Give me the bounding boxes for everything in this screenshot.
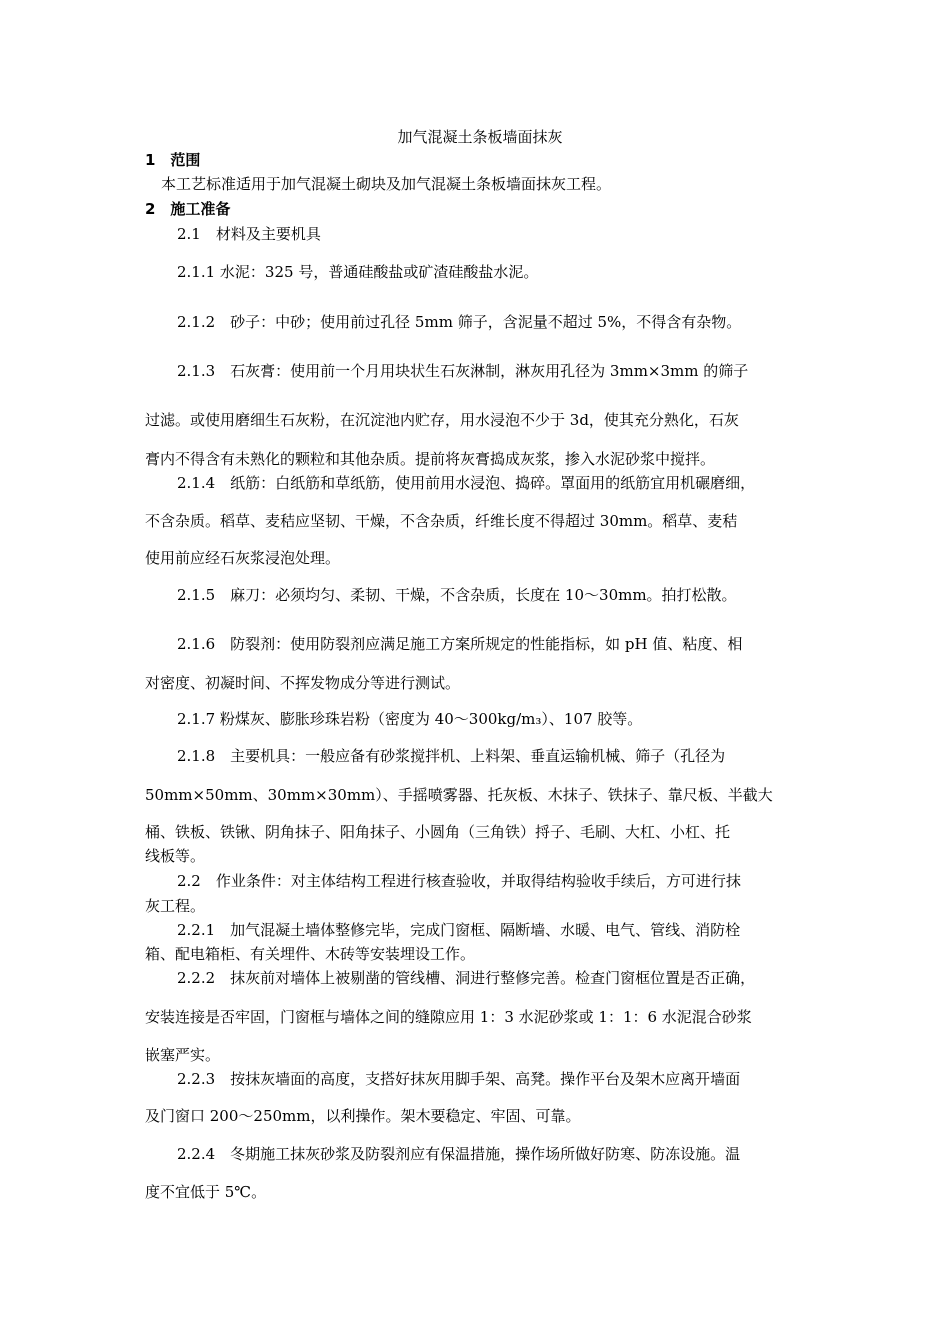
para-2-2-line1: 2.2 作业条件：对主体结构工程进行核查验收，并取得结构验收手续后，方可进行抹 — [177, 872, 741, 890]
para-2-1-7: 2.1.7 粉煤灰、膨胀珍珠岩粉（密度为 40～300kg/m₃）、107 胶等。 — [177, 710, 643, 728]
para-2-2-1-line1: 2.2.1 加气混凝土墙体整修完毕，完成门窗框、隔断墙、水暖、电气、管线、消防栓 — [177, 921, 741, 939]
para-2-1-5: 2.1.5 麻刀：必须均匀、柔韧、干燥，不含杂质，长度在 10～30mm。拍打松散。 — [177, 586, 737, 604]
para-2-1-4-line3: 使用前应经石灰浆浸泡处理。 — [145, 549, 341, 567]
para-2-2-1-line2: 箱、配电箱柜、有关埋件、木砖等安装埋设工作。 — [145, 945, 476, 963]
para-2-2-4-line2: 度不宜低于 5℃。 — [145, 1183, 267, 1201]
para-2-1-4-line2: 不含杂质。稻草、麦秸应坚韧、干燥，不含杂质，纤维长度不得超过 30mm。稻草、麦秸 — [145, 512, 738, 530]
para-2-1-3-line2: 过滤。或使用磨细生石灰粉，在沉淀池内贮存，用水浸泡不少于 3d，使其充分熟化，石灰 — [145, 411, 739, 429]
para-2-2-3-line2: 及门窗口 200～250mm，以利操作。架木要稳定、牢固、可靠。 — [145, 1107, 581, 1125]
section-1-body: 本工艺标准适用于加气混凝土砌块及加气混凝土条板墙面抹灰工程。 — [161, 175, 612, 193]
document-title: 加气混凝土条板墙面抹灰 — [397, 128, 563, 146]
para-2-1: 2.1 材料及主要机具 — [177, 225, 321, 243]
para-2-1-8-line3: 桶、铁板、铁锹、阴角抹子、阳角抹子、小圆角（三角铁）捋子、毛刷、大杠、小杠、托 — [145, 823, 731, 841]
para-2-1-8-line2: 50mm×50mm、30mm×30mm）、手摇喷雾器、托灰板、木抹子、铁抹子、靠尺板、半截大 — [145, 786, 773, 804]
para-2-1-4-line1: 2.1.4 纸筋：白纸筋和草纸筋，使用前用水浸泡、捣碎。罩面用的纸筋宜用机碾磨细， — [177, 474, 756, 492]
para-2-1-3-line3: 膏内不得含有未熟化的颗粒和其他杂质。提前将灰膏捣成灰浆，掺入水泥砂浆中搅拌。 — [145, 450, 716, 468]
section-2-heading: 2 施工准备 — [145, 200, 231, 218]
para-2-1-6-line2: 对密度、初凝时间、不挥发物成分等进行测试。 — [145, 674, 461, 692]
para-2-1-2: 2.1.2 砂子：中砂；使用前过孔径 5mm 筛子，含泥量不超过 5%，不得含有杂物。 — [177, 313, 742, 331]
para-2-2-4-line1: 2.2.4 冬期施工抹灰砂浆及防裂剂应有保温措施，操作场所做好防寒、防冻设施。温 — [177, 1145, 741, 1163]
para-2-2-3-line1: 2.2.3 按抹灰墙面的高度，支搭好抹灰用脚手架、高凳。操作平台及架木应离开墙面 — [177, 1070, 741, 1088]
para-2-1-8-line4: 线板等。 — [145, 847, 206, 865]
para-2-1-6-line1: 2.1.6 防裂剂：使用防裂剂应满足施工方案所规定的性能指标，如 pH 值、粘度、相 — [177, 635, 743, 653]
para-2-2-2-line1: 2.2.2 抹灰前对墙体上被剔凿的管线槽、洞进行整修完善。检查门窗框位置是否正确， — [177, 969, 756, 987]
para-2-1-3-line1: 2.1.3 石灰膏：使用前一个月用块状生石灰淋制，淋灰用孔径为 3mm×3mm 的筛子 — [177, 362, 749, 380]
para-2-2-2-line2: 安装连接是否牢固，门窗框与墙体之间的缝隙应用 1：3 水泥砂浆或 1：1：6 水泥混合砂浆 — [145, 1008, 752, 1026]
para-2-1-1: 2.1.1 水泥：325 号，普通硅酸盐或矿渣硅酸盐水泥。 — [177, 263, 539, 281]
para-2-2-2-line3: 嵌塞严实。 — [145, 1046, 221, 1064]
para-2-2-line2: 灰工程。 — [145, 897, 206, 915]
para-2-1-8-line1: 2.1.8 主要机具：一般应备有砂浆搅拌机、上料架、垂直运输机械、筛子（孔径为 — [177, 747, 726, 765]
section-1-heading: 1 范围 — [145, 151, 201, 169]
